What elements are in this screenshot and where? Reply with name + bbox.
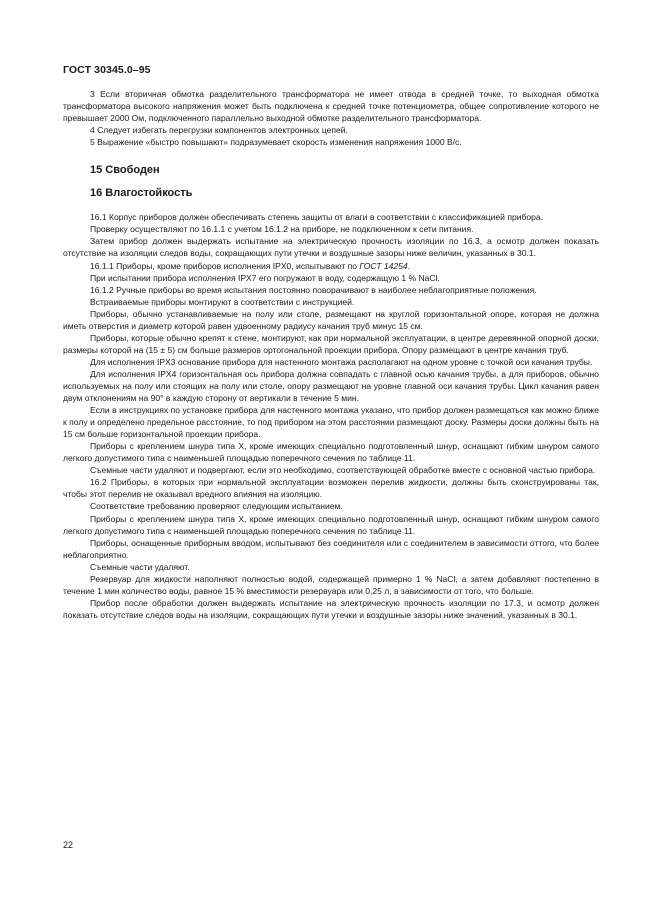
paragraph: При испытании прибора исполнения IPX7 его погружают в воду, содержащую 1 % NaCl.	[90, 272, 440, 283]
paragraph: Соответствие требованию проверяют следующим испытанием.	[90, 501, 343, 512]
page-number: 22	[63, 840, 74, 850]
paragraph: Для исполнения IPX4 горизонтальная ось прибора должна совпадать с главной осью качания трубы, а для приборов, обычно используемых на полу или стоящих на полу или столе, опору размещают на уровне главной оси качания трубы. Цикл качания равен двум отклонениям на 90° в каждую сторону от вертикали в течение 5 мин.	[63, 368, 599, 404]
paragraph: Затем прибор должен выдержать испытание на электрическую прочность изоляции по 16.3, а осмотр должен показать отсутствие на изоляции следов воды, сокращающих пути утечки и воздушные зазоры ниже величин, указанных в 30.1.	[63, 236, 599, 259]
paragraph-text: 16.1.1 Приборы, кроме приборов исполнения IPX0, испытывают по	[90, 260, 360, 271]
note-4: 4 Следует избегать перегрузки компонентов электронных цепей.	[90, 125, 348, 136]
document-body	[63, 88, 599, 621]
note-5: 5 Выражение «быстро повышают» подразумевает скорость изменения напряжения 1000 В/с.	[90, 137, 462, 148]
note-3: 3 Если вторичная обмотка разделительного трансформатора не имеет отвода в средней точке, то выходная обмотка трансформатора высокого напряжения может быть подключена к средней точке потенциометра, общее сопротивление которого не превышает 2000 Ом, подключенного параллельно выходной обмотке разделительного трансформатора.	[63, 89, 599, 124]
paragraph-16-1: 16.1 Корпус приборов должен обеспечивать степень защиты от влаги в соответствии с классификацией прибора.	[90, 212, 544, 223]
paragraph: Резервуар для жидкости наполняют полностью водой, содержащей примерно 1 % NaCl, а затем добавляют постепенно в течение 1 мин количество воды, равное 15 % вместимости резервуара или 0,25 л, в зависимости от того, что больше.	[63, 573, 599, 596]
paragraph: Приборы, обычно устанавливаемые на полу или столе, размещают на круглой горизонтальной опоре, которая не должна иметь отверстия и диаметр которой равен удвоенному радиусу качания труб минус 15 см.	[63, 308, 599, 331]
paragraph-text: .	[407, 260, 411, 271]
paragraph: Приборы с креплением шнура типа X, кроме имеющих специально подготовленный шнур, оснащают гибким шнуром самого легкого допустимого типа с наименьшей площадью поперечного сечения по таблице 11.	[63, 441, 599, 464]
paragraph: Для исполнения IPX3 основание прибора для настенного монтажа располагают на одном уровне с точкой оси качания трубы.	[90, 356, 593, 367]
section-16-heading: 16 Влагостойкость	[90, 187, 193, 200]
standard-header: ГОСТ 30345.0–95	[63, 64, 151, 76]
standard-reference-link[interactable]: ГОСТ 14254	[359, 260, 408, 271]
section-15-heading: 15 Свободен	[90, 164, 160, 177]
paragraph: Приборы, которые обычно крепят к стене, монтируют, как при нормальной эксплуатации, в центре деревянной опорной доски, размеры которой на (15 ± 5) см больше размеров ортогональной проекции прибора. Опору размещают в центре качания труб.	[63, 332, 599, 355]
paragraph: Проверку осуществляют по 16.1.1 с учетом 16.1.2 на приборе, не подключенном к сети питания.	[90, 224, 474, 235]
paragraph: Встраиваемые приборы монтируют в соответствии с инструкцией.	[90, 296, 355, 307]
paragraph: Съемные части удаляют и подвергают, если это необходимо, соответствующей обработке вместе с основной частью прибора.	[90, 465, 596, 476]
paragraph-16-1-2: 16.1.2 Ручные приборы во время испытания постоянно поворачивают в наиболее неблагоприятные положения.	[90, 284, 537, 295]
paragraph: Если в инструкциях по установке прибора для настенного монтажа указано, что прибор должен размещаться как можно ближе к полу и определено предельное расстояние, то под прибором на этом расстоянии размещают доску. Размеры доски должны быть на 15 см больше горизонтальной проекции прибора.	[63, 405, 599, 440]
paragraph: Приборы с креплением шнура типа X, кроме имеющих специально подготовленный шнур, оснащают гибким шнуром самого легкого допустимого типа с наименьшей площадью поперечного сечения по таблице 11.	[63, 513, 599, 536]
paragraph-16-2: 16.2 Приборы, в которых при нормальной эксплуатации возможен перелив жидкости, должны быть сконструированы так, чтобы этот перелив не оказывал вредного влияния на изоляцию.	[63, 477, 599, 500]
paragraph: Приборы, оснащенные приборным вводом, испытывают без соединителя или с соединителем в зависимости оттого, что более неблагоприятно.	[63, 537, 599, 560]
paragraph-16-1-1	[63, 260, 599, 272]
paragraph: Съемные части удаляют.	[90, 561, 190, 572]
paragraph: Прибор после обработки должен выдержать испытание на электрическую прочность изоляции по 17.3, и осмотр должен показать отсутствие следов воды на изоляции, сокращающих пути утечки и воздушные зазоры ниже значений, указанных в 30.1.	[63, 597, 599, 620]
